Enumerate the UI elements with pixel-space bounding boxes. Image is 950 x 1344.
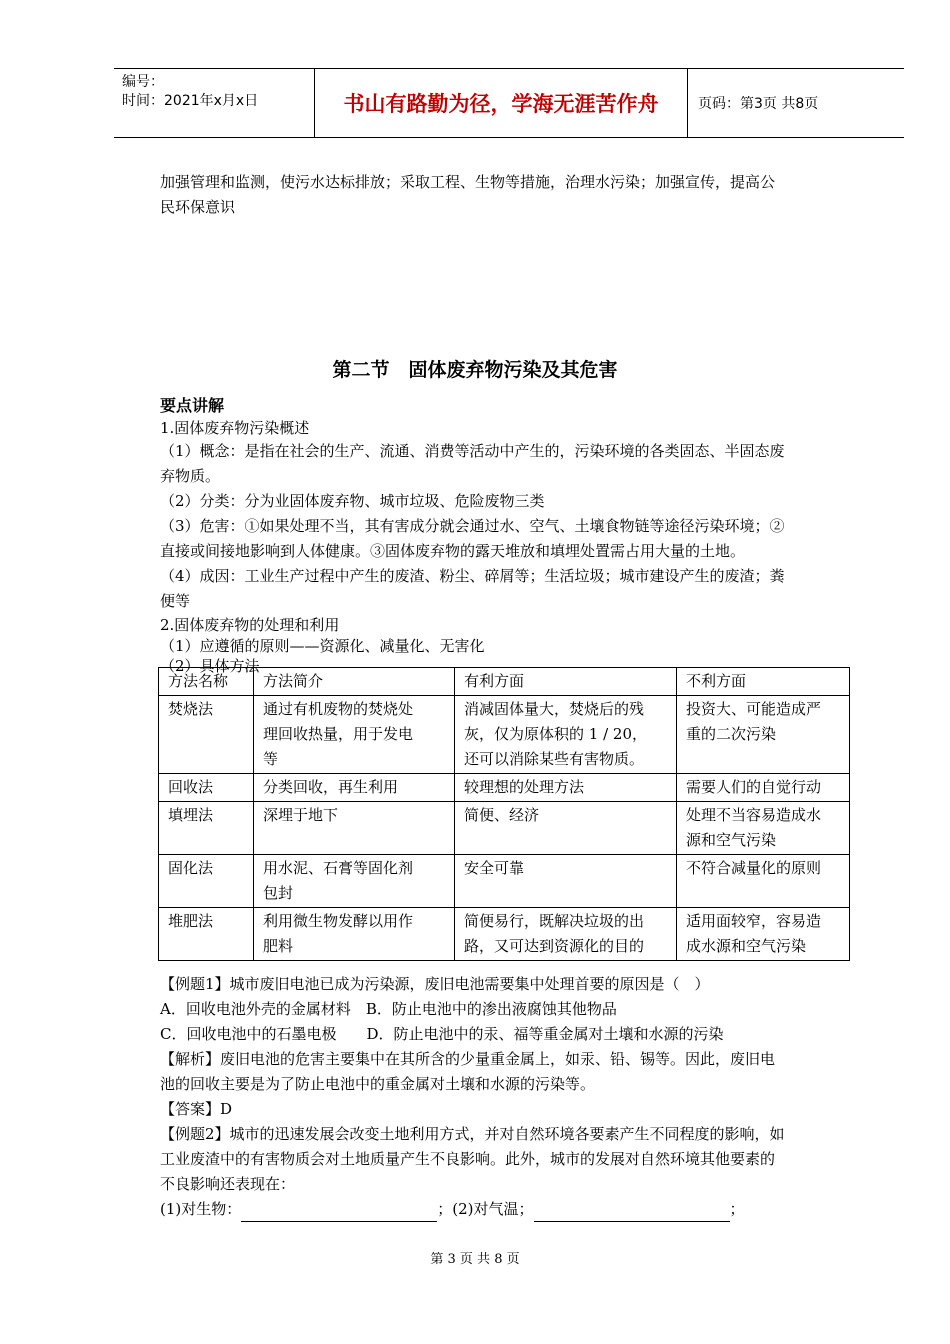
method-intro: 利用微生物发酵以用作 肥料 [254, 908, 455, 961]
header-meta [114, 69, 314, 137]
table-row [159, 802, 850, 855]
section-body [160, 393, 860, 676]
p1-cause: 便等 [160, 592, 191, 610]
p1-classification: （2）分类：分为业固体废弃物、城市垃圾、危险废物三类 [160, 492, 545, 510]
table-header-row [159, 668, 850, 696]
example1-question: 【例题1】城市废旧电池已成为污染源，废旧电池需要集中处理首要的原因是（ ） [160, 975, 710, 993]
number-label: 编号： [122, 74, 164, 90]
p1-hazard: 直接或间接地影响到人体健康。③固体废弃物的露天堆放和填埋处置需占用大量的土地。 [160, 542, 746, 560]
table-header-cell: 方法简介 [254, 668, 455, 696]
example1-analysis: 池的回收主要是为了防止电池中的重金属对土壤和水源的污染等。 [160, 1075, 596, 1093]
fill-label-biology: (1)对生物： [160, 1200, 242, 1218]
method-intro: 分类回收，再生利用 [254, 774, 455, 802]
example2-question: 【例题2】城市的迅速发展会改变土地利用方式，并对自然环境各要素产生不同程度的影响，如 [160, 1125, 785, 1143]
method-con: 不符合减量化的原则 [677, 855, 850, 908]
method-con: 适用面较窄，容易造 成水源和空气污染 [677, 908, 850, 961]
method-intro: 通过有机废物的焚烧处 理回收热量，用于发电 等 [254, 696, 455, 774]
table-row [159, 855, 850, 908]
p1-concept: 弃物质。 [160, 467, 221, 485]
table-header-cell: 不利方面 [677, 668, 850, 696]
fill-label-temperature: (2)对气温； [452, 1200, 534, 1218]
p1-hazard: （3）危害：①如果处理不当，其有害成分就会通过水、空气、土壤食物链等途径污染环境；② [160, 517, 785, 535]
example2-question: 工业废渣中的有害物质会对土地质量产生不良影响。此外，城市的发展对自然环境其他要素的 [160, 1150, 776, 1168]
table-header-cell: 有利方面 [455, 668, 677, 696]
intro-paragraph [160, 170, 860, 220]
method-name: 堆肥法 [159, 908, 254, 961]
p2-principle: （1）应遵循的原则——资源化、减量化、无害化 [160, 637, 485, 655]
table-row [159, 774, 850, 802]
example1-answer: 【答案】D [160, 1100, 233, 1118]
example1-options: C．回收电池中的石墨电极 D．防止电池中的汞、福等重金属对土壤和水源的污染 [160, 1025, 724, 1043]
example1-options: A．回收电池外壳的金属材料 B．防止电池中的渗出液腐蚀其他物品 [160, 1000, 617, 1018]
method-intro: 用水泥、石膏等固化剂 包封 [254, 855, 455, 908]
table-header-cell: 方法名称 [159, 668, 254, 696]
table-row [159, 908, 850, 961]
method-name: 固化法 [159, 855, 254, 908]
methods-table [158, 667, 850, 961]
method-con: 投资大、可能造成严 重的二次污染 [677, 696, 850, 774]
p1-cause: （4）成因：工业生产过程中产生的废渣、粉尘、碎屑等；生活垃圾；城市建设产生的废渣；粪 [160, 567, 785, 585]
header-page-info: 页码：第3页 共8页 [698, 96, 819, 112]
method-pro: 较理想的处理方法 [455, 774, 677, 802]
method-pro: 安全可靠 [455, 855, 677, 908]
example1-analysis: 【解析】废旧电池的危害主要集中在其所含的少量重金属上，如汞、铅、锡等。因此，废旧电 [160, 1050, 776, 1068]
subhead: 要点讲解 [160, 396, 225, 415]
table-row [159, 696, 850, 774]
page-footer: 第 3 页 共 8 页 [430, 1252, 520, 1267]
method-name: 填埋法 [159, 802, 254, 855]
p2-head: 2.固体废弃物的处理和利用 [160, 616, 340, 634]
method-pro: 消减固体量大，焚烧后的残 灰，仅为原体积的 1 / 20， 还可以消除某些有害物质。 [455, 696, 677, 774]
example2-fill-line: (1)对生物： ；(2)对气温； ； [160, 1197, 860, 1222]
method-intro: 深埋于地下 [254, 802, 455, 855]
p1-concept: （1）概念：是指在社会的生产、流通、消费等活动中产生的，污染环境的各类固态、半固态废 [160, 442, 785, 460]
method-con: 需要人们的自觉行动 [677, 774, 850, 802]
intro-line: 加强管理和监测，使污水达标排放；采取工程、生物等措施，治理水污染；加强宣传，提高公 [160, 173, 776, 191]
page-header [114, 68, 904, 138]
method-pro: 简便、经济 [455, 802, 677, 855]
answer-blank[interactable] [534, 1204, 730, 1222]
section-title: 第二节 固体废弃物污染及其危害 [332, 359, 618, 381]
method-name: 焚烧法 [159, 696, 254, 774]
answer-blank[interactable] [241, 1204, 437, 1222]
method-con: 处理不当容易造成水 源和空气污染 [677, 802, 850, 855]
header-motto: 书山有路勤为径，学海无涯苦作舟 [314, 69, 688, 137]
example2-question: 不良影响还表现在： [160, 1175, 296, 1193]
method-name: 回收法 [159, 774, 254, 802]
method-pro: 简便易行，既解决垃圾的出 路，又可达到资源化的目的 [455, 908, 677, 961]
p1-head: 1.固体废弃物污染概述 [160, 419, 310, 437]
time-label: 时间：2021年x月x日 [122, 93, 259, 109]
intro-line: 民环保意识 [160, 198, 236, 216]
examples-block [160, 972, 860, 1222]
p2-methods: （2）具体方法 [160, 657, 260, 675]
